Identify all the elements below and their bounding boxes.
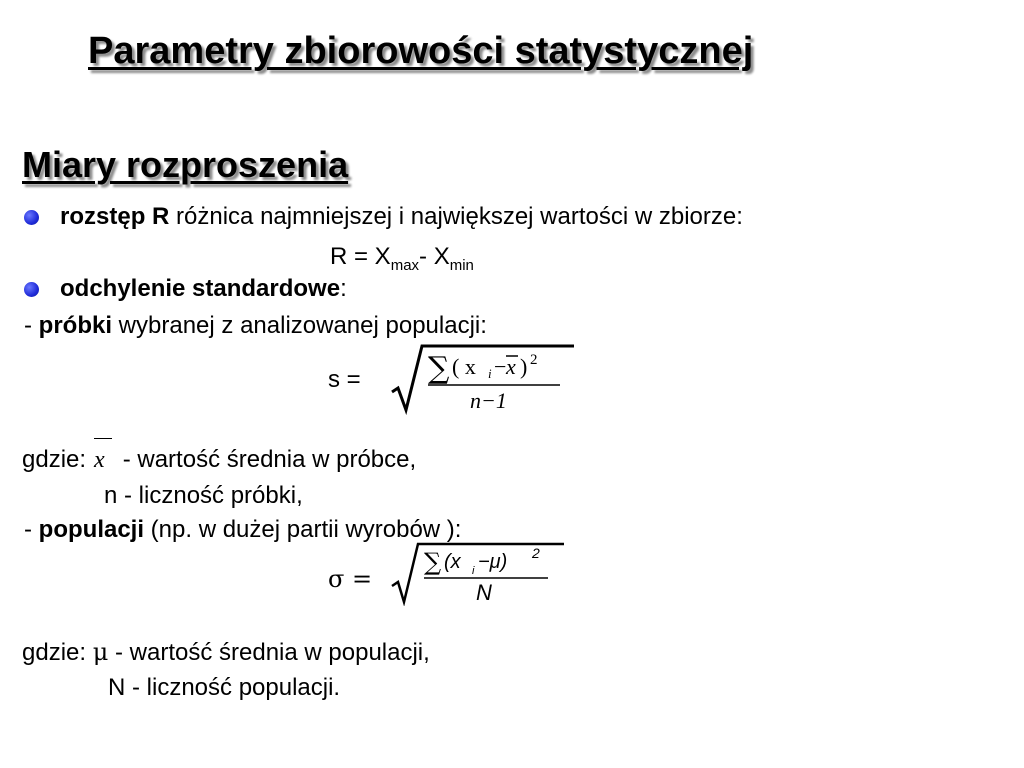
numerator-power: 2 — [532, 545, 540, 561]
denominator: n−1 — [470, 388, 507, 413]
range-sub-min: min — [449, 257, 474, 274]
numerator-open: ( x — [452, 354, 476, 379]
range-formula-lhs: R = X — [330, 243, 391, 270]
numerator-xbar: x — [506, 354, 516, 379]
population-formula-lhs: σ = — [328, 565, 373, 593]
numerator-power: 2 — [530, 352, 538, 368]
sample-std-formula — [388, 340, 578, 416]
sum-symbol: ∑ — [428, 351, 450, 386]
sample-rest: wybranej z analizowanej populacji: — [112, 312, 487, 339]
std-term: odchylenie standardowe — [60, 275, 341, 302]
sample-dash: - — [24, 312, 39, 339]
std-line — [60, 275, 347, 303]
denominator: N — [476, 580, 492, 605]
sample-n-line: n - liczność próbki, — [104, 482, 303, 509]
where-label: gdzie: — [22, 446, 87, 473]
mu-symbol: μ — [92, 638, 109, 666]
bullet-icon — [24, 282, 39, 297]
numerator-index: i — [472, 565, 475, 577]
bullet-icon — [24, 210, 39, 225]
numerator-close: ) — [520, 354, 528, 379]
population-term: populacji — [38, 516, 145, 543]
where-text: - wartość średnia w populacji, — [108, 639, 430, 666]
slide-title: Parametry zbiorowości statystycznej — [88, 30, 754, 72]
numerator-open: (x — [444, 551, 461, 573]
range-formula-mid: - X — [419, 243, 450, 270]
population-dash: - — [24, 516, 39, 543]
range-line — [60, 203, 743, 231]
population-std-formula — [388, 540, 568, 606]
range-formula — [330, 243, 474, 280]
population-n-line: N - liczność populacji. — [108, 674, 341, 701]
where-text: - wartość średnia w próbce, — [116, 446, 417, 473]
sample-line — [24, 312, 487, 340]
range-sub-max: max — [390, 257, 420, 274]
population-rest: (np. w dużej partii wyrobów ): — [144, 516, 462, 543]
std-colon: : — [340, 275, 347, 302]
sample-term: próbki — [38, 312, 113, 339]
range-term: rozstęp R — [60, 203, 170, 230]
section-heading: Miary rozproszenia — [22, 144, 349, 185]
numerator-minus: − — [494, 354, 507, 379]
xbar-symbol: x — [94, 446, 116, 474]
population-where-line — [22, 638, 430, 667]
sum-symbol: ∑ — [424, 548, 442, 576]
numerator-index: i — [488, 366, 492, 381]
where-label: gdzie: — [22, 639, 87, 666]
numerator-rest: −μ) — [478, 551, 508, 573]
range-description: różnica najmniejszej i największej wartości w zbiorze: — [169, 203, 743, 230]
sample-where-line — [22, 446, 416, 474]
sample-formula-lhs: s = — [328, 366, 361, 393]
